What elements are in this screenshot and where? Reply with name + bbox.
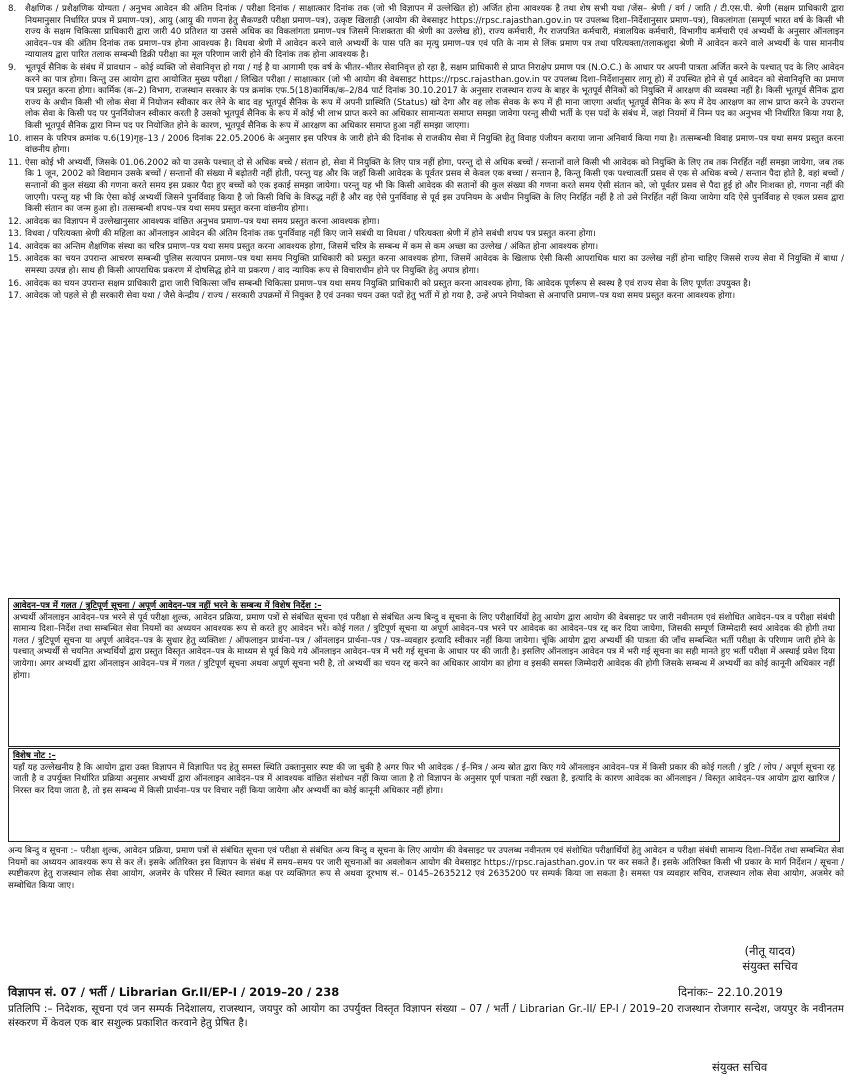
special-instructions-box <box>8 598 840 747</box>
item-text: आवेदक का विज्ञापन में उल्लेखानुसार आवश्यक वांछित अनुभव प्रमाण–पत्र यथा समय प्रस्तुत करना आवश्यक होगा। <box>25 216 380 227</box>
list-item <box>8 291 844 303</box>
item-number: 14. <box>8 241 22 252</box>
item-text: ऐसा कोई भी अभ्यर्थी, जिसके 01.06.2002 को या उसके पश्चात् दो से अधिक बच्चे / संतान हो, सेवा में नियुक्ति के लिए पात्र नहीं होगा, परन्तु दो से अधिक बच्चों / सन्तानों वाले किसी भी आवेदक को नियुक्ति के लिए तब तक निरर्हित नहीं समझा जायेगा, जब तक कि 1 जून, 2002 को विद्यमान उसके बच्चों / सन्तानों की संख्या में बढ़ोतरी नहीं होती, परन्तु यह और कि जहाँ किसी आवेदक के पूर्वतर प्रसव से केवल एक बच्चा / सन्तान है, किन्तु किसी एक पश्चात्वर्ती प्रसव से एक से अधिक बच्चे / सन्तान पैदा होते है, वहां बच्चों / सन्तानों की कुल संख्या की गणना करते समय इस प्रकार पैदा हुए बच्चों को एक इकाई समझा जायेगा। परन्तु यह भी कि किसी आवेदक की सतानों की कुल संख्या की गणना करते समय ऐसी संतान को, जो पूर्वतर प्रसव से पैदा हुई हो और निःशक्त हो, गणना नहीं की जाएगी। परन्तु यह भी कि ऐसा कोई अभ्यर्थी जिसने पुनर्विवाह किया है जो किसी विधि के विरुद्ध नहीं है और वह ऐसे पुनर्विवाह से पूर्व इस उपनियम के अधीन नियुक्ति के लिए निरर्हित नहीं है तो उसे निरर्हित नहीं किया जायेगा यदि ऐसे पुनर्विवाह से एकल प्रसव द्वारा किसी संतान का जन्म हुआ हो। तत्सम्बन्धी शपथ–पत्र यथा समय प्रस्तुत करना वांछनीय होगा। <box>25 157 844 215</box>
bottom-designation: संयुक्त सचिव <box>712 1060 768 1074</box>
item-number: 11. <box>8 157 22 168</box>
item-number: 8. <box>8 4 17 14</box>
item-number: 15. <box>8 254 22 265</box>
item-text: आवेदक का चयन उपरान्त सक्षम प्राधिकारी द्वारा जारी चिकित्सा जाँच सम्बन्धी चिकित्सा प्रमाण–पत्र यथा समय नियुक्ति प्राधिकारी को प्रस्तुत करना आवश्यक होगा, कि आवेदक पूर्णरूप से स्वस्थ है एवं राज्य सेवा के लिए पूर्णतः उपयुक्त है। <box>25 278 751 289</box>
special-note-box <box>8 748 840 842</box>
list-item <box>8 4 844 62</box>
item-number: 17. <box>8 291 22 302</box>
list-item <box>8 217 844 229</box>
item-text: विधवा / परित्यक्ता श्रेणी की महिला का ऑनलाइन आवेदन की अंतिम दिनांक तक पुनर्विवाह नहीं किए जाने सबंधी या विधवा / परित्यक्ता श्रेणी में होने सबंधी शपथ पत्र प्रस्तुत करना होगा। <box>25 229 596 240</box>
signatory-name: (नीतू यादव) <box>744 944 796 958</box>
copy-to-paragraph: प्रतिलिपि :– निदेशक, सूचना एवं जन सम्पर्क निदेशालय, राजस्थान, जयपुर को आयोग का उपर्युक्त विस्तृत विज्ञापन संख्या – 07 / भर्ती / Librarian Gr.-II/ EP-I / 2019–20 राजस्थान रोजगार सन्देश, जयपुर के नवीनतम संस्करण में केवल एक बार सशुल्क प्रकाशित करवाने हेतु प्रेषित है। <box>8 1004 844 1029</box>
item-number: 16. <box>8 278 22 289</box>
list-item <box>8 279 844 291</box>
item-text: आवेदक का अन्तिम शैक्षणिक संस्था का चरित्र प्रमाण–पत्र यथा समय प्रस्तुत करना आवश्यक होगा, जिसमें चरित्र के सम्बन्ध में कम से कम अच्छा का उल्लेख / अंकित होना आवश्यक होगा। <box>25 241 599 252</box>
signatory-designation: संयुक्त सचिव <box>742 959 798 973</box>
item-text: आवेदक का चयन उपरान्त आचरण सम्बन्धी पुलिस सत्यापन प्रमाण–पत्र यथा समय नियुक्ति प्राधिकारी को प्रस्तुत करना आवश्यक होगा, जिसमें आवेदक के खिलाफ ऐसी किसी आपराधिक धारा का उल्लेख नहीं होना चाहिए जिससे राज्य सेवा में नियुक्ति में बाधा / समस्या उत्पन्न हो। साथ ही किसी आपराधिक प्रकरण में दोषसिद्ध होने या प्रकरण / वाद न्यायिक रूप से विचाराधीन होने पर नियुक्ति हेतु अपात्र होगा। <box>25 254 844 277</box>
list-item <box>8 242 844 254</box>
item-number: 12. <box>8 216 22 227</box>
item-number: 9. <box>8 62 17 73</box>
item-text: आवेदक जो पहले से ही सरकारी सेवा यथा / जैसे केन्द्रीय / राज्य / सरकारी उपक्रमों में नियुक्त है एवं उनका चयन उक्त पदों हेतु भर्ती में हो गया है, उन्हें अपने नियोक्ता से अनापत्ति प्रमाण–पत्र यथा समय प्रस्तुत करना आवश्यक होगा। <box>25 291 736 302</box>
item-text: भूतपूर्व सैनिक के संबंध में प्रावधान – कोई व्यक्ति जो सेवानिवृत्त हो गया / गई है या आगामी एक वर्ष के भीतर–भीतर सेवानिवृत्त हो रहा है, सक्षम प्राधिकारी से प्राप्त निराक्षेप प्रमाण पत्र (N.O.C.) के आधार पर अपनी पात्रता अर्जित करने के पश्चात् पद के लिए आवेदन करने का पात्र होगा। किन्तु उस आयोग द्वारा आयोजित मुख्य परीक्षा / लिखित परीक्षा / साक्षात्कार (जो भी आयोग की वेबसाइट https://rpsc.rajasthan.gov.in पर उपलब्ध दिशा–निर्देशानुसार लागू हो) में उपस्थित होने से पूर्व आवेदन को सेवानिवृत्ति का प्रमाण पत्र प्रस्तुत करना होगा। कार्मिक (क–2) विभाग, राजस्थान सरकार के पत्र क्रमांक एफ.5(18)कार्मिक/क–2/84 पार्ट दिनांक 30.10.2017 के अनुसार राजस्थान राज्य के बाहर के भूतपूर्व सैनिकों को नियुक्ति में आरक्षण की व्यवस्था नहीं है। किसी भूतपूर्व सैनिक द्वारा राज्य के अधीन किसी भी लोक सेवा में नियोजन स्वीकार कर लेने के बाद वह भूतपूर्व सैनिक के रूप में अपनी प्रास्थिति (Status) खो देगा और वह लोक सेवक के रूप में ही माना जाएगा अर्थात् भूतपूर्व सैनिक के रूप में देय आरक्षण का लाभ प्राप्त करने के उपरान्त लोक सेवा के किसी पद पर पुनर्नियोजन स्वीकार करती है उसको भूतपूर्व सैनिक के रूप में कोई भी लाभ प्राप्त करने का अधिकार सामान्यतः समाप्त समझा जावेगा परन्तु सीधी भर्ती के एस पदों के संबंध में, जहां नियमों में निम्न पद का अनुभव भी निर्धारित किया गया है, किसी भूतपूर्व सैनिक द्वारा निम्न पद पर नियोजित होने के कारण, भूतपूर्व सैनिक के रूप में आरक्षण का अधिकार समाप्त हुआ नहीं समझा जाएगा। <box>25 62 844 131</box>
special-instructions-title: आवेदन–पत्र में गलत / त्रुटिपूर्ण सूचना / अपूर्ण आवेदन–पत्र नहीं भरने के सम्बन्ध में विशेष निर्देश :– <box>13 601 322 611</box>
item-text: शासन के परिपत्र क्रमांक प.6(19)गृह–13 / 2006 दिनांक 22.05.2006 के अनुसार इस परिपत्र के जारी होने की दिनांक से राजकीय सेवा में नियुक्ति हेतु विवाह पंजीयन कराया जाना अनिवार्य किया गया है। तत्सम्बन्धी विवाह प्रमाण–पत्र यथा समय प्रस्तुत करना वांछनीय होगा। <box>25 133 844 156</box>
advertisement-number: विज्ञापन सं. 07 / भर्ती / Librarian Gr.II/EP-I / 2019–20 / 238 <box>8 985 340 999</box>
item-text: शैक्षणिक / प्रशैक्षणिक योग्यता / अनुभव आवेदन की अंतिम दिनांक / परीक्षा दिनांक / साक्षात्कार दिनांक तक (जो भी विज्ञापन में उल्लेखित हो) अर्जित होना आवश्यक है तथा शेष सभी यथा /जेंस– श्रेणी / वर्ग / जाति / टी.एस.पी. श्रेणी (सक्षम प्राधिकारी द्वारा नियमानुसार निर्धारित प्रपत्र में प्रमाण–पत्र), आयु (आयु की गणना हेतु सैकण्डरी परीक्षा प्रमाण–पत्र), उत्कृष्ट खिलाड़ी (आयोग की वेबसाइट https://rpsc.rajasthan.gov.in पर उपलब्ध दिशा–निर्देशानुसार प्रमाण–पत्र), विकलांगता (सम्पूर्ण भारत वर्ष के किसी भी राज्य के सक्षम चिकित्सा प्राधिकारी द्वारा जारी 40 प्रतिशत या उससे अधिक का विकलांगता प्रमाण–पत्र जिसमें निःशक्तता की श्रेणी का उल्लेख हो), राज्य कर्मचारी, गैर राजपत्रित कर्मचारी, मंत्रालयिक कर्मचारी, विभागीय कर्मचारी एवं अभ्यर्थी के अनुसार ऑनलाइन आवेदन–पत्र की अंतिम दिनांक तक प्रमाण–पत्र होना आवश्यक है। विधवा श्रेणी में आवेदन करने वाले अभ्यर्थी के पास पति का मृत्यु प्रमाण–पत्र एवं पति के नाम से लिंक प्रमाण पत्र तथा परित्यक्ता/तलाकशुदा श्रेणी में आवेदन करने वाले अभ्यर्थी के पास माननीय न्यायालय द्वारा पारित तलाक सम्बन्धी डिक्री परीक्षा का मूल परिणाम जारी होने की दिनांक तक होना आवश्यक है। <box>25 4 844 61</box>
signature-block <box>710 944 830 974</box>
special-note-text: यहाँ यह उल्लेखनीय है कि आयोग द्वारा उक्त विज्ञापन में विज्ञापित पद हेतु समस्त स्थिति उक्तानुसार स्पष्ट की जा चुकी है अगर फिर भी आवेदक / ई–मित्र / अन्य स्रोत द्वारा किए गये ऑनलाइन आवेदन–पत्र में किसी प्रकार की कोई गलती / त्रुटि / लोप / अपूर्ण सूचना रह जाती है व उपर्युक्त निर्धारित प्रक्रिया अनुसार अभ्यर्थी द्वारा ऑनलाइन आवेदन–पत्र में आवश्यक वांछित संशोधन नहीं किया जाता है तो विज्ञापन के अनुसार पूर्ण पात्रता नहीं रखता है, इत्यादि के कारण आवेदक का ऑनलाइन / विस्तृत आवेदन–पत्र आयोग द्वारा खारिज / निरस्त कर दिया जाता है, तो इस सम्बन्ध में किसी प्रार्थना–पत्र पर विचार नहीं किया जायेगा और अभ्यर्थी का कोई कानूनी अधिकार नहीं होगा। <box>13 762 835 796</box>
list-item <box>8 254 844 277</box>
other-info-paragraph: अन्य बिन्दु व सूचना :– परीक्षा शुल्क, आवेदन प्रक्रिया, प्रमाण पत्रों से संबंधित सूचना एवं परीक्षा से संबंधित अन्य बिन्दु व सूचना के लिए आयोग की वेबसाइट पर उपलब्ध नवीनतम एवं संशोधित परीक्षार्थियों हेतु आवेदन व परीक्षा संबंधी सामान्य दिशा–निर्देश तथा सम्बन्धित सेवा नियमों का अध्ययन आवश्यक रूप से कर लें। इसके अतिरिक्त इस विज्ञापन के संबंध में समय–समय पर जारी सूचनाओं का अवलोकन आयोग की वेबसाइट https://rpsc.rajasthan.gov.in पर कर सकते हैं। इसके अतिरिक्त किसी भी प्रकार के मार्ग निर्देशन / सूचना / स्पष्टीकरण हेतु राजस्थान लोक सेवा आयोग, अजमेर के परिसर में स्थित स्वागत कक्ष पर व्यक्तिगत रूप से अथवा दूरभाष सं.– 0145–2635212 एवं 2635200 पर सम्पर्क किया जा सकता है। समस्त पत्र व्यवहार सचिव, राजस्थान लोक सेवा आयोग, अजमेर को सम्बोधित किया जाए। <box>8 846 845 891</box>
list-item <box>8 134 844 157</box>
item-number: 13. <box>8 229 22 240</box>
advertisement-date: दिनांकः– 22.10.2019 <box>678 985 783 999</box>
list-item <box>8 229 844 241</box>
special-instructions-text: अभ्यर्थी ऑनलाइन आवेदन–पत्र भरने से पूर्व परीक्षा शुल्क, आवेदन प्रक्रिया, प्रमाण पत्रों से संबंधित सूचना एवं परीक्षा से संबंधित अन्य बिन्दु व सूचना के लिए परीक्षार्थियों हेतु आयोग द्वारा आयोग की वेबसाइट पर जारी नवीनतम एवं संशोधित आवेदन–पत्र व परीक्षा संबंधी सामान्य दिशा–निर्देश तथा सम्बन्धित सेवा नियमों का अध्ययन आवश्यक रूप से करते हुए आवेदन भरें। कोई गलत / त्रुटिपूर्ण सूचना या अपूर्ण आवेदन–पत्र भरने पर आवेदक का आवेदन–पत्र रद्द कर दिया जायेगा, जिसकी सम्पूर्ण जिम्मेदारी स्वयं आवेदक की होगी तथा गलत / त्रुटिपूर्ण सूचना या अपूर्ण आवेदन–पत्र के सुधार हेतु व्यक्तिशः / ऑफलाइन प्रार्थना–पत्र / ऑनलाइन प्रार्थना–पत्र / पत्र–व्यवहार इत्यादि स्वीकार नहीं किया जायेगा। चूंकि आयोग द्वारा अभ्यर्थी की पात्रता की जाँच सम्बन्धित भर्ती परीक्षा के परिणाम जारी होने के पश्चात् अभ्यर्थी से चयनित अभ्यर्थियों द्वारा प्रस्तुत विस्तृत आवेदन–पत्र के माध्यम से पूर्व किये गये ऑनलाइन आवेदन–पत्र में भरी गई सूचना के आधार पर की जाती है। इसलिए ऑनलाइन आवेदन पत्र में भरी गई सूचना का सही मानते हुए भर्ती परीक्षा में अस्थाई प्रवेश दिया जायेगा। अगर अभ्यर्थी द्वारा ऑनलाइन आवेदन–पत्र में गलत / त्रुटिपूर्ण सूचना अथवा अपूर्ण सूचना भरी है, तो अभ्यर्थी का चयन रद्द करने का अधिकार आयोग का होगा व इसकी समस्त जिम्मेदारी आवेदक की होगी जिसके सम्बन्ध में अभ्यर्थी का कोई कानूनी अधिकार नहीं होगा। <box>13 612 835 681</box>
item-number: 10. <box>8 133 22 144</box>
instruction-list <box>8 4 844 304</box>
special-note-title: विशेष नोट :– <box>13 751 56 761</box>
list-item <box>8 63 844 133</box>
list-item <box>8 158 844 216</box>
